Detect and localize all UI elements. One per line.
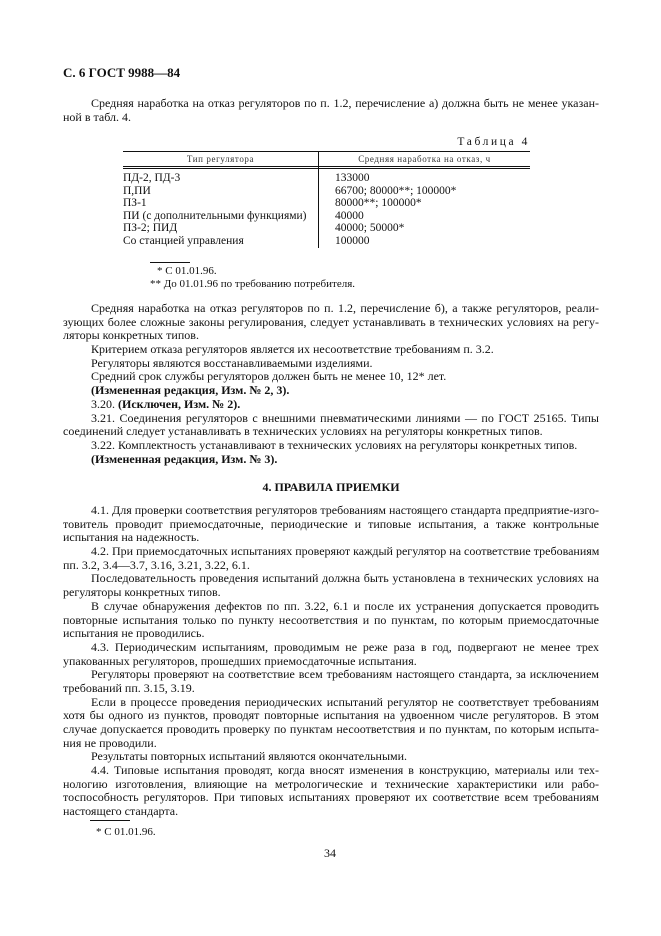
section-title: 4. ПРАВИЛА ПРИЕМКИ — [262, 480, 400, 494]
table-rule — [123, 168, 530, 169]
page-footnote: * С 01.01.96. — [96, 826, 156, 838]
table-4 — [123, 151, 530, 248]
paragraph — [63, 764, 599, 819]
text-line: пп. 3.2, 3.4—3.7, 3.16, 3.21, 3.22, 6.1. — [63, 557, 250, 572]
table-cell-type: П,ПИ — [123, 184, 151, 197]
text-line: Результаты повторных испытаний являются окончательными. — [91, 749, 408, 764]
table-footnote: * С 01.01.96. — [157, 265, 217, 277]
table-cell-mtbf: 40000 — [335, 209, 364, 222]
page-number: 34 — [324, 846, 336, 860]
table-caption: Таблица 4 — [457, 136, 530, 148]
text-line: соединений следует устанавливать в технических условиях на регуляторы конкретных типов. — [63, 424, 543, 439]
page-header: С. 6 ГОСТ 9988—84 — [63, 65, 181, 80]
table-cell-type: ПД-2, ПД-3 — [123, 172, 181, 184]
paragraph — [63, 398, 599, 412]
text-line: требований пп. 3.15, 3.19. — [63, 680, 195, 695]
text-line: Регуляторы являются восстанавливаемыми изделиями. — [91, 355, 373, 370]
paragraph — [63, 453, 599, 467]
text-line: 4.1. Для проверки соответствия регуляторов требованиям настоящего стандарта предприятие-изго- — [91, 503, 599, 517]
text-line: зующих более сложные законы регулирования, следует устанавливать в технических условиях на регу- — [63, 314, 599, 329]
amendment-note — [63, 453, 599, 467]
text-line: упакованных регуляторов, прошедших приемосдаточные испытания. — [63, 653, 417, 668]
intro-paragraph — [63, 97, 599, 124]
text-line: испытания не проводились. — [63, 626, 205, 641]
footnote-rule — [90, 820, 130, 821]
text-line: 4.2. При приемосдаточных испытаниях проверяют каждый регулятор на соответствие требованиям — [91, 544, 600, 559]
paragraph — [63, 545, 599, 572]
paragraph — [63, 302, 599, 343]
paragraph — [63, 600, 599, 641]
amendment-note — [63, 384, 599, 398]
table-cell-type: ПЗ-1 — [123, 197, 147, 210]
text-line: Критерием отказа регуляторов является их несоответствие требованиям п. 3.2. — [91, 342, 494, 357]
table-cell-type: ПИ (с дополнительными функциями) — [123, 209, 307, 222]
text-line: нологию изготовления, влияющие на метрологические и технические характеристики или рабо- — [63, 776, 599, 791]
text-line: 4.4. Типовые испытания проводят, когда вносят изменения в конструкцию, материалы или тех- — [91, 763, 599, 778]
text-line: Средняя наработка на отказ регуляторов по п. 1.2, перечисление б), а также регуляторов, реали- — [91, 301, 599, 315]
paragraph — [63, 668, 599, 695]
paragraph — [63, 370, 599, 384]
table-cell-mtbf: 66700; 80000**; 100000* — [335, 184, 457, 197]
table-cell-mtbf: 40000; 50000* — [335, 222, 405, 235]
section-4-text — [63, 504, 599, 819]
table-cell-type: Со станцией управления — [123, 235, 244, 247]
text-line: повторные испытания только по пункту несоответствия и по пунктам, по которым приемосдаточные — [63, 612, 599, 627]
text-line: ной в табл. 4. — [63, 109, 132, 124]
table-footnote: ** До 01.01.96 по требованию потребителя. — [150, 278, 356, 290]
text-line: регуляторы конкретных типов. — [63, 585, 221, 600]
text-line: тоспособность регуляторов. При типовых испытаниях проверяют их соответствие всем требованиям — [63, 790, 599, 805]
text-line: ния не проводили. — [63, 735, 157, 750]
text-line: Если в процессе проведения периодических испытаний регулятор не соответствует требованиям — [91, 694, 599, 709]
clause-number: 3.20. — [91, 396, 115, 411]
text-line: 3.22. Комплектность устанавливают в технических условиях на регуляторы конкретных типов. — [91, 437, 578, 452]
table-cell-mtbf: 133000 — [335, 172, 370, 184]
table-header-mtbf: Средняя наработка на отказ, ч — [358, 154, 491, 164]
text-line: Последовательность проведения испытаний должна быть установлена в технических условиях на — [91, 571, 599, 586]
text-line: товитель проводит приемосдаточные, периодические и типовые испытания, а также контрольные — [63, 516, 599, 531]
paragraph — [63, 412, 599, 439]
table-cell-mtbf: 100000 — [335, 235, 370, 247]
table-column-divider — [318, 151, 319, 248]
section-3-text — [63, 302, 599, 466]
text-line: 3.21. Соединения регуляторов с внешними пневматическими линиями — по ГОСТ 25165. Типы — [91, 410, 599, 425]
table-cell-type: ПЗ-2; ПИД — [123, 222, 178, 235]
text-line: испытания на надежность. — [63, 530, 200, 545]
footnote-rule — [150, 262, 190, 263]
paragraph — [63, 384, 599, 398]
text-line: Средний срок службы регуляторов должен быть не менее 10, 12* лет. — [91, 369, 447, 384]
amendment-text: (Измененная редакция, Изм. № 3). — [91, 451, 278, 466]
paragraph — [63, 343, 599, 357]
text-line: Регуляторы проверяют на соответствие всем требованиям настоящего стандарта, за исключением — [91, 667, 599, 682]
paragraph — [63, 357, 599, 371]
text-line: 4.3. Периодическим испытаниям, проводимым не реже раза в год, подвергают не менее трех — [91, 639, 599, 654]
table-cell-mtbf: 80000**; 100000* — [335, 197, 422, 210]
text-line: Средняя наработка на отказ регуляторов по п. 1.2, перечисление а) должна быть не менее указан- — [91, 96, 599, 110]
amendment-note — [63, 398, 599, 412]
paragraph — [63, 504, 599, 545]
text-line: случае допускается проводить проверку по пунктам несоответствия и по пунктам, по которым испыта- — [63, 722, 599, 736]
paragraph — [63, 696, 599, 751]
text-line: ляторы конкретных типов. — [63, 328, 199, 343]
amendment-text: (Измененная редакция, Изм. № 2, 3). — [91, 383, 290, 398]
table-header-type: Тип регулятора — [186, 154, 255, 164]
paragraph — [63, 439, 599, 453]
paragraph — [63, 641, 599, 668]
table-rule — [123, 166, 530, 167]
paragraph — [63, 572, 599, 599]
text-line: хотя бы одного из пунктов, проводят повторные испытания на удвоенном числе регуляторов. В этом — [63, 708, 599, 723]
table-rule — [123, 151, 530, 152]
text-line: В случае обнаружения дефектов по пп. 3.22, 6.1 и после их устранения допускается проводить — [91, 598, 599, 613]
text-line: настоящего стандарта. — [63, 804, 179, 819]
paragraph — [63, 750, 599, 764]
amendment-text: (Исключен, Изм. № 2). — [118, 396, 241, 411]
